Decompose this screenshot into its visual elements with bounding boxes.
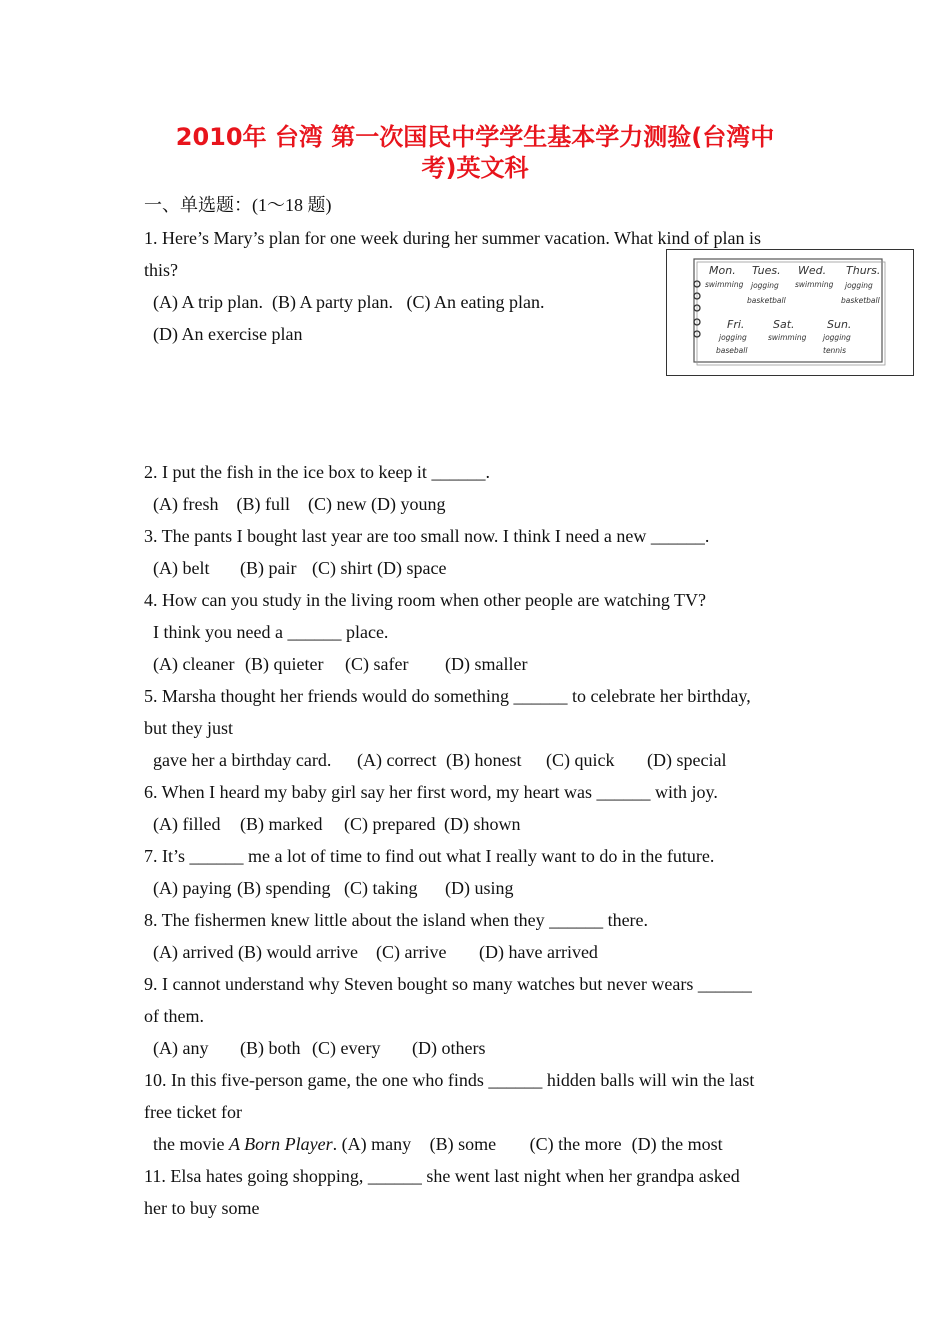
question-1-options <box>153 291 544 313</box>
day-fri: Fri. <box>727 318 745 331</box>
option-c: (C) taking <box>344 878 418 898</box>
option-d: (D) young <box>370 494 446 514</box>
question-7-stem: 7. It’s ______ me a lot of time to find out what I really want to do in the future. <box>144 846 715 866</box>
movie-title: A Born Player <box>228 1134 333 1154</box>
activity-sun-1: jogging <box>823 333 851 342</box>
section-header: 一、单选题：(1～18 题) <box>144 195 332 215</box>
option-a: (A) cleaner <box>153 654 235 674</box>
question-9-stem-cont: of them. <box>144 1006 204 1026</box>
option-a: (A) any <box>153 1038 209 1058</box>
day-thurs: Thurs. <box>846 264 881 277</box>
activity-thurs-2: basketball <box>841 296 880 305</box>
question-4-stem-cont: I think you need a ______ place. <box>153 622 389 642</box>
option-c: (C) quick <box>546 750 615 770</box>
option-d: (D) the most <box>631 1134 723 1154</box>
option-d: (D) using <box>445 878 514 898</box>
question-8-options <box>153 941 598 963</box>
option-c: (C) every <box>312 1038 381 1058</box>
question-9-stem: 9. I cannot understand why Steven bought so many watches but never wears ______ <box>144 974 752 994</box>
question-10-stem-end: the movie <box>153 1134 229 1154</box>
title-line-1: 2010年 台湾 第一次国民中学学生基本学力测验(台湾中 <box>175 123 775 151</box>
activity-wed-1: swimming <box>795 280 834 289</box>
day-wed: Wed. <box>798 264 827 277</box>
day-sat: Sat. <box>773 318 795 331</box>
option-a: (A) A trip plan. <box>153 292 263 312</box>
weekly-schedule-image <box>666 249 914 376</box>
option-c: (C) new <box>307 494 367 514</box>
period: . <box>332 1134 338 1154</box>
question-5-stem: 5. Marsha thought her friends would do something ______ to celebrate her birthday, <box>144 686 751 706</box>
question-2-options <box>153 493 445 515</box>
day-mon: Mon. <box>709 264 736 277</box>
option-a: (A) many <box>341 1134 412 1154</box>
option-d: (D) special <box>647 750 727 770</box>
option-b: (B) both <box>240 1038 301 1058</box>
question-11-stem-cont: her to buy some <box>144 1198 260 1218</box>
option-c: (C) arrive <box>376 942 447 962</box>
option-a: (A) filled <box>153 814 221 834</box>
option-a: (A) correct <box>357 750 437 770</box>
option-b: (B) A party plan. <box>272 292 393 312</box>
question-2-stem: 2. I put the fish in the ice box to keep it ______. <box>144 462 490 482</box>
option-c: (C) prepared <box>344 814 436 834</box>
question-1-option-d: (D) An exercise plan <box>153 324 303 344</box>
question-4-options <box>153 653 527 675</box>
activity-mon-1: swimming <box>705 280 744 289</box>
question-3-stem: 3. The pants I bought last year are too small now. I think I need a new ______. <box>144 526 710 546</box>
question-11-stem: 11. Elsa hates going shopping, ______ she went last night when her grandpa asked <box>144 1166 740 1186</box>
option-d: (D) space <box>377 558 447 578</box>
option-b: (B) honest <box>446 750 522 770</box>
option-a: (A) arrived <box>153 942 234 962</box>
question-10-stem: 10. In this five-person game, the one who finds ______ hidden balls will win the last <box>144 1070 755 1090</box>
activity-tues-2: basketball <box>747 296 786 305</box>
option-b: (B) full <box>236 494 290 514</box>
day-tues: Tues. <box>752 264 781 277</box>
option-c: (C) An eating plan. <box>406 292 545 312</box>
activity-tues-1: jogging <box>751 281 779 290</box>
day-sun: Sun. <box>827 318 852 331</box>
option-c: (C) the more <box>529 1134 622 1154</box>
page-title <box>140 122 810 184</box>
question-5-options <box>153 749 726 771</box>
option-c: (C) safer <box>345 654 409 674</box>
option-a: (A) belt <box>153 558 210 578</box>
activity-sun-2: tennis <box>823 346 847 355</box>
option-b: (B) marked <box>240 814 323 834</box>
question-8-stem: 8. The fishermen knew little about the island when they ______ there. <box>144 910 649 930</box>
question-6-stem: 6. When I heard my baby girl say her first word, my heart was ______ with joy. <box>144 782 718 802</box>
activity-sat-1: swimming <box>768 333 807 342</box>
option-d: (D) shown <box>444 814 521 834</box>
question-5-stem-end: gave her a birthday card. <box>153 750 332 770</box>
activity-thurs-1: jogging <box>845 281 873 290</box>
activity-fri-1: jogging <box>719 333 747 342</box>
option-a: (A) paying <box>153 878 232 898</box>
option-b: (B) would arrive <box>238 942 358 962</box>
question-5-stem-cont: but they just <box>144 718 233 738</box>
option-d: (D) have arrived <box>479 942 598 962</box>
option-b: (B) pair <box>240 558 297 578</box>
option-b: (B) spending <box>237 878 331 898</box>
option-b: (B) some <box>429 1134 497 1154</box>
option-c: (C) shirt <box>312 558 373 578</box>
title-line-2: 考)英文科 <box>421 154 529 182</box>
activity-fri-2: baseball <box>716 346 748 355</box>
option-d: (D) others <box>412 1038 486 1058</box>
question-3-options <box>153 557 446 579</box>
question-7-options <box>153 877 514 899</box>
question-1-stem-cont: this? <box>144 260 178 280</box>
option-a: (A) fresh <box>153 494 219 514</box>
question-10-stem-cont: free ticket for <box>144 1102 242 1122</box>
question-9-options <box>153 1037 485 1059</box>
question-4-stem: 4. How can you study in the living room when other people are watching TV? <box>144 590 707 610</box>
question-1-stem: 1. Here’s Mary’s plan for one week during her summer vacation. What kind of plan is <box>144 228 762 248</box>
question-10-options <box>153 1133 723 1155</box>
option-b: (B) quieter <box>245 654 324 674</box>
question-6-options <box>153 813 521 835</box>
option-d: (D) smaller <box>445 654 528 674</box>
